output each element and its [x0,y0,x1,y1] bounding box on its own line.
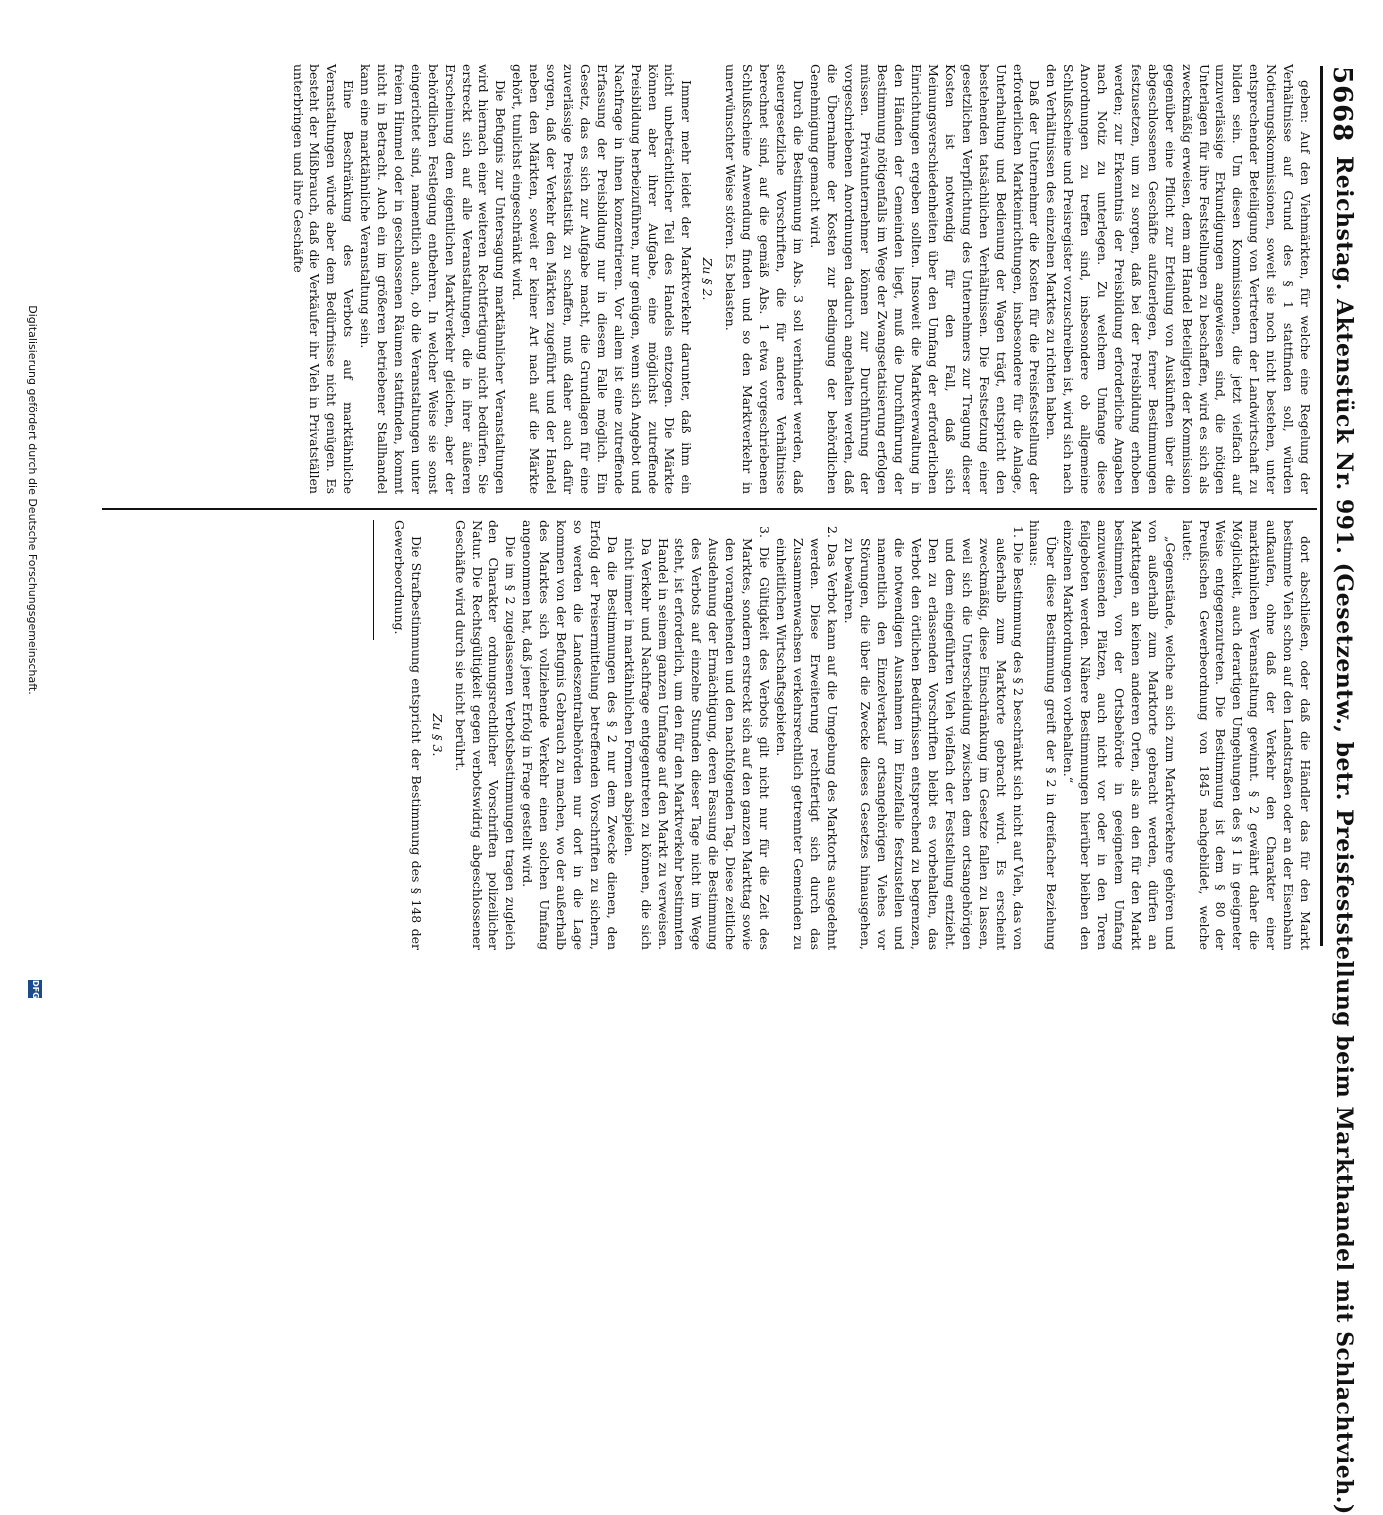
dfg-logo: DFG [28,980,42,998]
paragraph: Immer mehr leidet der Marktverkehr darunter, daß ihm ein nicht unbeträchtlicher Teil des Handels entzogen. Die Märkte können aber ihrer Aufgabe, eine möglichst zutreffende Preisbildung herbeizuführen, nur genügen, wenn sich Angebot und Nachfrage in ihnen konzentrieren. Vor allem ist eine zutreffende Erfassung der Preisbildung nur in diesem Falle möglich. Ein Gesetz, das es sich zur Aufgabe macht, die Grundlagen für eine zuverlässige Preisstatistik zu schaffen, muß daher auch dafür sorgen, daß der Verkehr den Märkten zugeführt und der Handel neben den Märkten, soweit er keiner Art nach auf die Märkte gehört, tunlichst eingeschränkt wird. [510,64,695,494]
page-number: 5668 [1327,66,1357,143]
page-header [1323,66,1363,1515]
paragraph: Die Strafbestimmung entspricht der Bestimmung des § 148 der Gewerbeordnung. [391,520,424,950]
paragraph: Die Befugnis zur Untersagung marktähnlicher Veranstaltungen wird hiernach einer weiteren Rechtfertigung nicht bedürfen. Sie erstreckt sich auf alle Veranstaltungen, die in ihrer äußeren Erscheinung dem eigentlichen Marktverkehr gleichen, aber der behördlichen Festlegung entbehren. In welcher Weise sie sonst eingerichtet sind, namentlich auch, ob die Veranstaltungen unter freiem Himmel oder in geschlossenen Räumen stattfinden, kommt nicht in Betracht. Auch ein im größeren betriebener Stallhandel kann eine marktähnliche Veranstaltung sein. [358,64,509,494]
right-column [367,520,1313,950]
numbered-item: 1. Die Bestimmung des § 2 beschränkt sich nicht auf Vieh, das von außerhalb zum Marktorte gebracht wird. Es erscheint zweckmäßig, diese Einschränkung im Gesetze fallen zu lassen, weil sich die Unterscheidung zwischen dem ortsangehörigen und dem eingeführten Vieh vielfach der Feststellung entzieht. Den zu erlassenden Vorschriften bleibt es vorbehalten, das Verbot den örtlichen Bedürfnissen entsprechend zu begrenzen, die notwendigen Ausnahmen im Einzelfalle festzustellen und namentlich den Einzelverkauf ortsangehörigen Viehes vor Störungen, die über die Zwecke dieses Gesetzes hinausgehen, zu bewahren. [841,526,1026,950]
paragraph: Eine Beschränkung des Verbots auf marktähnliche Veranstaltungen würde aber dem Bedürfnisse nicht genügen. Es besteht der Mißbrauch, daß die Verkäufer ihr Vieh in Privatställen unterbringen und ihre Geschäfte [290,64,357,494]
page-title: Reichstag. Aktenstück Nr. 991. (Gesetzentw., betr. Preisfeststellung beim Markthandel mit Schlachtvieh.) [1331,156,1357,1515]
column-divider [102,508,1317,510]
section-heading: Zu § 2. [700,257,716,301]
paragraph: Daß der Unternehmer die Kosten für die Preisfeststellung der erforderlichen Markteinrichtungen, insbesondere für die Anlage, Unterhaltung und Bedienung der Wagen trägt, entspricht den bestehenden tatsächlichen Verhältnissen. Die Festsetzung einer gesetzlichen Verpflichtung des Unternehmers zur Tragung dieser Kosten ist notwendig für den Fall, daß sich Meinungsverschiedenheiten über den Umfang der erforderlichen Einrichtungen ergeben sollten. Insoweit die Marktverwaltung in den Händen der Gemeinden liegt, muß die Durchführung der Bestimmung nötigenfalls im Wege der Zwangsetatisierung erfolgen müssen. Privatunternehmer können zur Durchführung der vorgeschriebenen Anordnungen dadurch angehalten werden, daß die Übernahme der Kosten zur Bedingung der behördlichen Genehmigung gemacht wird. [807,64,1043,494]
end-rule [373,520,374,640]
numbered-item: 2. Das Verbot kann auf die Umgebung des Marktorts ausgedehnt werden. Diese Erweiterung rechtfertigt sich durch das Zusammenwachsen verkehrsrechtlich getrennter Gemeinden zu einheitlichen Wirtschaftsgebieten. [773,526,840,950]
left-column [289,64,1313,494]
numbered-item: 3. Die Gültigkeit des Verbots gilt nicht nur für die Zeit des Marktes, sondern erstreckt sich auf den ganzen Markttag sowie den vorangehenden und den nachfolgenden Tag. Diese zeitliche Ausdehnung der Ermächtigung, deren Fassung die Bestimmung des Verbots auf einzelne Stunden dieser Tage nicht im Wege steht, ist erforderlich, um den für den Marktverkehr bestimmten Handel in seinem ganzen Umfange auf den Markt zu verweisen. Da Verkehr und Nachfrage entgegentreten zu können, die sich nicht immer in marktähnlichen Formen abspielen. [621,526,772,950]
paragraph: dort abschließen, oder daß die Händler das für den Markt bestimmte Vieh schon auf den Landstraßen oder an der Eisenbahn aufkaufen, ohne daß der Verkehr den Charakter einer marktähnlichen Veranstaltung gewinnt. § 2 gewährt daher die Möglichkeit, auch derartigen Umgehungen des § 1 in geeigneter Weise entgegenzutreten. Die Bestimmung ist dem § 80 der Preußischen Gewerbeordnung von 1845 nachgebildet, welche lautet: [1179,520,1313,950]
digitization-note: Digitalisierung gefördert durch die Deutsche Forschungsgemeinschaft. [26,305,39,695]
paragraph: Da die Bestimmungen des § 2 nur dem Zwecke dienen, den Erfolg der Preisermittelung betreffenden Vorschriften zu sichern, so werden die Landeszentralbehörden nur dort in die Lage kommen von der Befugnis Gebrauch zu machen, wo der außerhalb des Marktes sich vollziehende Verkehr einen solchen Umfang angenommen hat, daß jener Erfolg in Frage gestellt wird. [520,520,620,950]
paragraph: Über diese Bestimmung greift der § 2 in dreifacher Beziehung hinaus: [1027,520,1060,950]
paragraph: geben: Auf den Viehmärkten, für welche eine Regelung der Verhältnisse auf Grund des § 1 stattfinden soll, würden Notierungskommissionen, soweit sie noch nicht bestehen, unter entsprechender Beteiligung von Vertretern der Landwirtschaft zu bilden sein. Um diesen Kommissionen, die jetzt vielfach auf unzuverlässige Erkundigungen angewiesen sind, die nötigen Unterlagen für ihre Feststellungen zu beschaffen, wird es sich als zweckmäßig erweisen, dem am Handel Beteiligten der Kommission gegenüber eine Pflicht zur Erteilung von Auskünften über die abgeschlossenen Geschäfte aufzuerlegen, ferner Bestimmungen festzusetzen, um zu sorgen, daß bei der Preisbildung erhoben werden; zur Erkenntnis der Preisbildung erforderliche Angaben nach Notiz zu unterlegen. Zu welchem Umfange diese Anordnungen zu treffen sind, insbesondere ob allgemeine Schlußscheine und Preisregister vorzuschreiben ist, wird sich nach den Verhältnissen des einzelnen Marktes zu richten haben. [1044,64,1313,494]
quote: „Gegenstände, welche an sich zum Marktverkehre gehören und von außerhalb zum Marktorte gebracht werden, dürfen an Markttagen an keinen anderen Orten, als an den für den Markt bestimmten, von der Ortsbehörde in geeignetem Umfang anzuweisenden Plätzen, auch nicht vor oder in den Toren feilgeboten werden. Nähere Bestimmungen hierüber bleiben den einzelnen Marktordnungen vorbehalten.“ [1061,520,1178,950]
paragraph: Durch die Bestimmung im Abs. 3 soll verhindert werden, daß steuergesetzliche Vorschriften, die für andere Verhältnisse berechnet sind, auf die gemäß Abs. 1 etwa vorgeschriebenen Schlußscheine Anwendung finden und so den Marktverkehr in unerwünschter Weise stören. Es belasten. [723,64,806,494]
header-rule [1320,66,1323,946]
paragraph: Die im § 2 zugelassenen Verbotsbestimmungen tragen zugleich den Charakter ordnungsrechtlicher Vorschriften polizeilicher Natur. Die Rechtsgültigkeit gegen verbotswidrig abgeschlossener Geschäfte wird durch sie nicht berührt. [452,520,519,950]
section-heading: Zu § 3. [429,713,445,757]
